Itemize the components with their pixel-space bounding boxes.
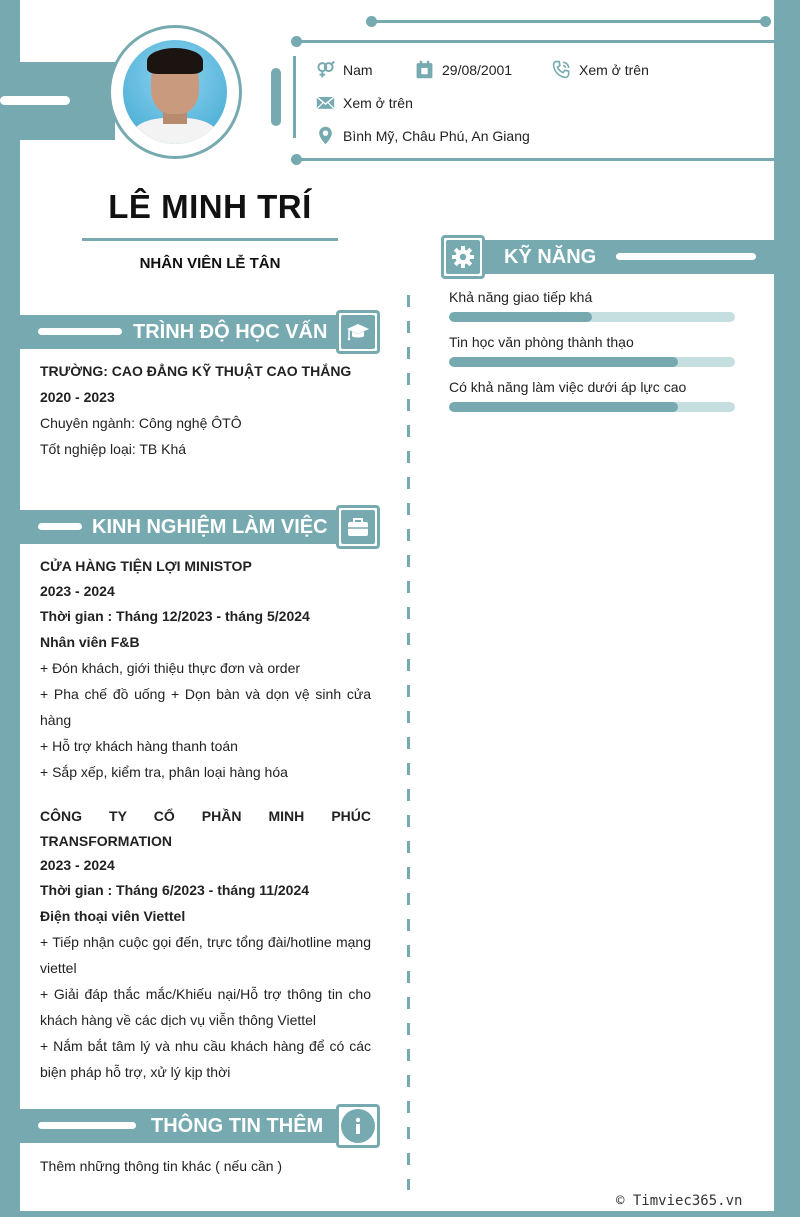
education-header <box>20 315 350 349</box>
job-duty: + Tiếp nhận cuộc gọi đến, trực tổng đài/hotline mạng viettel <box>40 934 371 976</box>
skill-bar-fill <box>449 357 678 367</box>
extra-header <box>20 1109 350 1143</box>
education-major: Chuyên ngành: Công nghệ ÔTÔ <box>40 415 242 431</box>
birthday-info <box>415 60 512 79</box>
phone-icon <box>552 60 571 79</box>
job-period: Thời gian : Tháng 12/2023 - tháng 5/2024 <box>40 608 310 624</box>
extra-text: Thêm những thông tin khác ( nếu cần ) <box>40 1158 283 1174</box>
job-title: NHÂN VIÊN LỄ TÂN <box>139 255 281 272</box>
graduation-cap-icon <box>346 320 370 344</box>
job-duty: + Nắm bắt tâm lý và nhu cầu khách hàng để có các biện pháp hỗ trợ, xử lý kịp thời <box>40 1038 371 1080</box>
job-duty: + Pha chế đồ uống + Dọn bàn và dọn vệ sinh cửa hàng <box>40 686 371 728</box>
skill-label: Có khả năng làm việc dưới áp lực cao <box>449 379 687 395</box>
skills-heading: KỸ NĂNG <box>504 245 597 268</box>
gear-icon <box>451 245 475 269</box>
divider-pill <box>271 68 281 126</box>
gender-icon <box>316 60 335 79</box>
address-info <box>316 126 530 145</box>
job-2 <box>40 803 371 1085</box>
skill-bar <box>449 402 735 412</box>
right-border <box>774 0 800 1217</box>
education-icon-box <box>336 310 380 354</box>
skill-bar-fill <box>449 402 678 412</box>
left-border <box>0 0 20 1217</box>
email-info <box>316 93 413 112</box>
briefcase-icon <box>346 515 370 539</box>
info-icon <box>346 1114 370 1138</box>
skill-bar <box>449 357 735 367</box>
education-content <box>40 358 371 462</box>
extra-icon-box <box>336 1104 380 1148</box>
job-company-cont: TRANSFORMATION <box>40 833 172 849</box>
phone-value: Xem ở trên <box>579 61 649 78</box>
job-duty: + Giải đáp thắc mắc/Khiếu nại/Hỗ trợ thông tin cho khách hàng về các dịch vụ viễn thông Viettel <box>40 986 371 1028</box>
name-underline <box>82 238 338 241</box>
job-period: Thời gian : Tháng 6/2023 - tháng 11/2024 <box>40 882 310 898</box>
job-duty: + Đón khách, giới thiệu thực đơn và order <box>40 660 301 676</box>
candidate-name: LÊ MINH TRÍ <box>108 188 312 225</box>
header-band <box>0 62 115 140</box>
job-years: 2023 - 2024 <box>40 583 115 599</box>
calendar-icon <box>415 60 434 79</box>
address-value: Bình Mỹ, Châu Phú, An Giang <box>343 127 530 144</box>
school-name: TRƯỜNG: CAO ĐẲNG KỸ THUẬT CAO THẮNG <box>40 363 352 379</box>
job-duty: + Hỗ trợ khách hàng thanh toán <box>40 738 238 754</box>
job-company: CÔNG TY CỔ PHẦN MINH PHÚC <box>40 808 371 824</box>
gender-value: Nam <box>343 61 373 78</box>
email-value: Xem ở trên <box>343 94 413 111</box>
location-pin-icon <box>316 126 335 145</box>
job-company: CỬA HÀNG TIỆN LỢI MINISTOP <box>40 558 252 574</box>
job-position: Điện thoại viên Viettel <box>40 908 186 924</box>
avatar <box>108 25 242 159</box>
skill-label: Khả năng giao tiếp khá <box>449 289 593 305</box>
education-years: 2020 - 2023 <box>40 389 115 405</box>
experience-header <box>20 510 350 544</box>
job-duty: + Sắp xếp, kiểm tra, phân loại hàng hóa <box>40 764 288 780</box>
gender-info <box>316 60 373 79</box>
phone-info <box>552 60 649 79</box>
job-years: 2023 - 2024 <box>40 857 115 873</box>
education-grade: Tốt nghiệp loại: TB Khá <box>40 441 187 457</box>
skill-label: Tin học văn phòng thành thạo <box>449 334 634 350</box>
skills-header <box>470 240 774 274</box>
column-divider <box>407 295 410 1190</box>
watermark-footer: © Timviec365.vn <box>616 1193 743 1209</box>
skill-item <box>449 377 735 412</box>
education-heading: TRÌNH ĐỘ HỌC VẤN <box>133 320 328 343</box>
bottom-border <box>0 1211 800 1217</box>
skill-item <box>449 287 735 322</box>
experience-icon-box <box>336 505 380 549</box>
email-icon <box>316 93 335 112</box>
skill-item <box>449 332 735 367</box>
job-1 <box>40 553 371 785</box>
experience-heading: KINH NGHIỆM LÀM VIỆC <box>92 515 328 538</box>
skill-bar-fill <box>449 312 592 322</box>
birthday-value: 29/08/2001 <box>442 61 513 78</box>
extra-heading: THÔNG TIN THÊM <box>151 1114 324 1137</box>
job-position: Nhân viên F&B <box>40 634 140 650</box>
skill-bar <box>449 312 735 322</box>
skills-icon-box <box>441 235 485 279</box>
extra-content <box>40 1153 371 1179</box>
